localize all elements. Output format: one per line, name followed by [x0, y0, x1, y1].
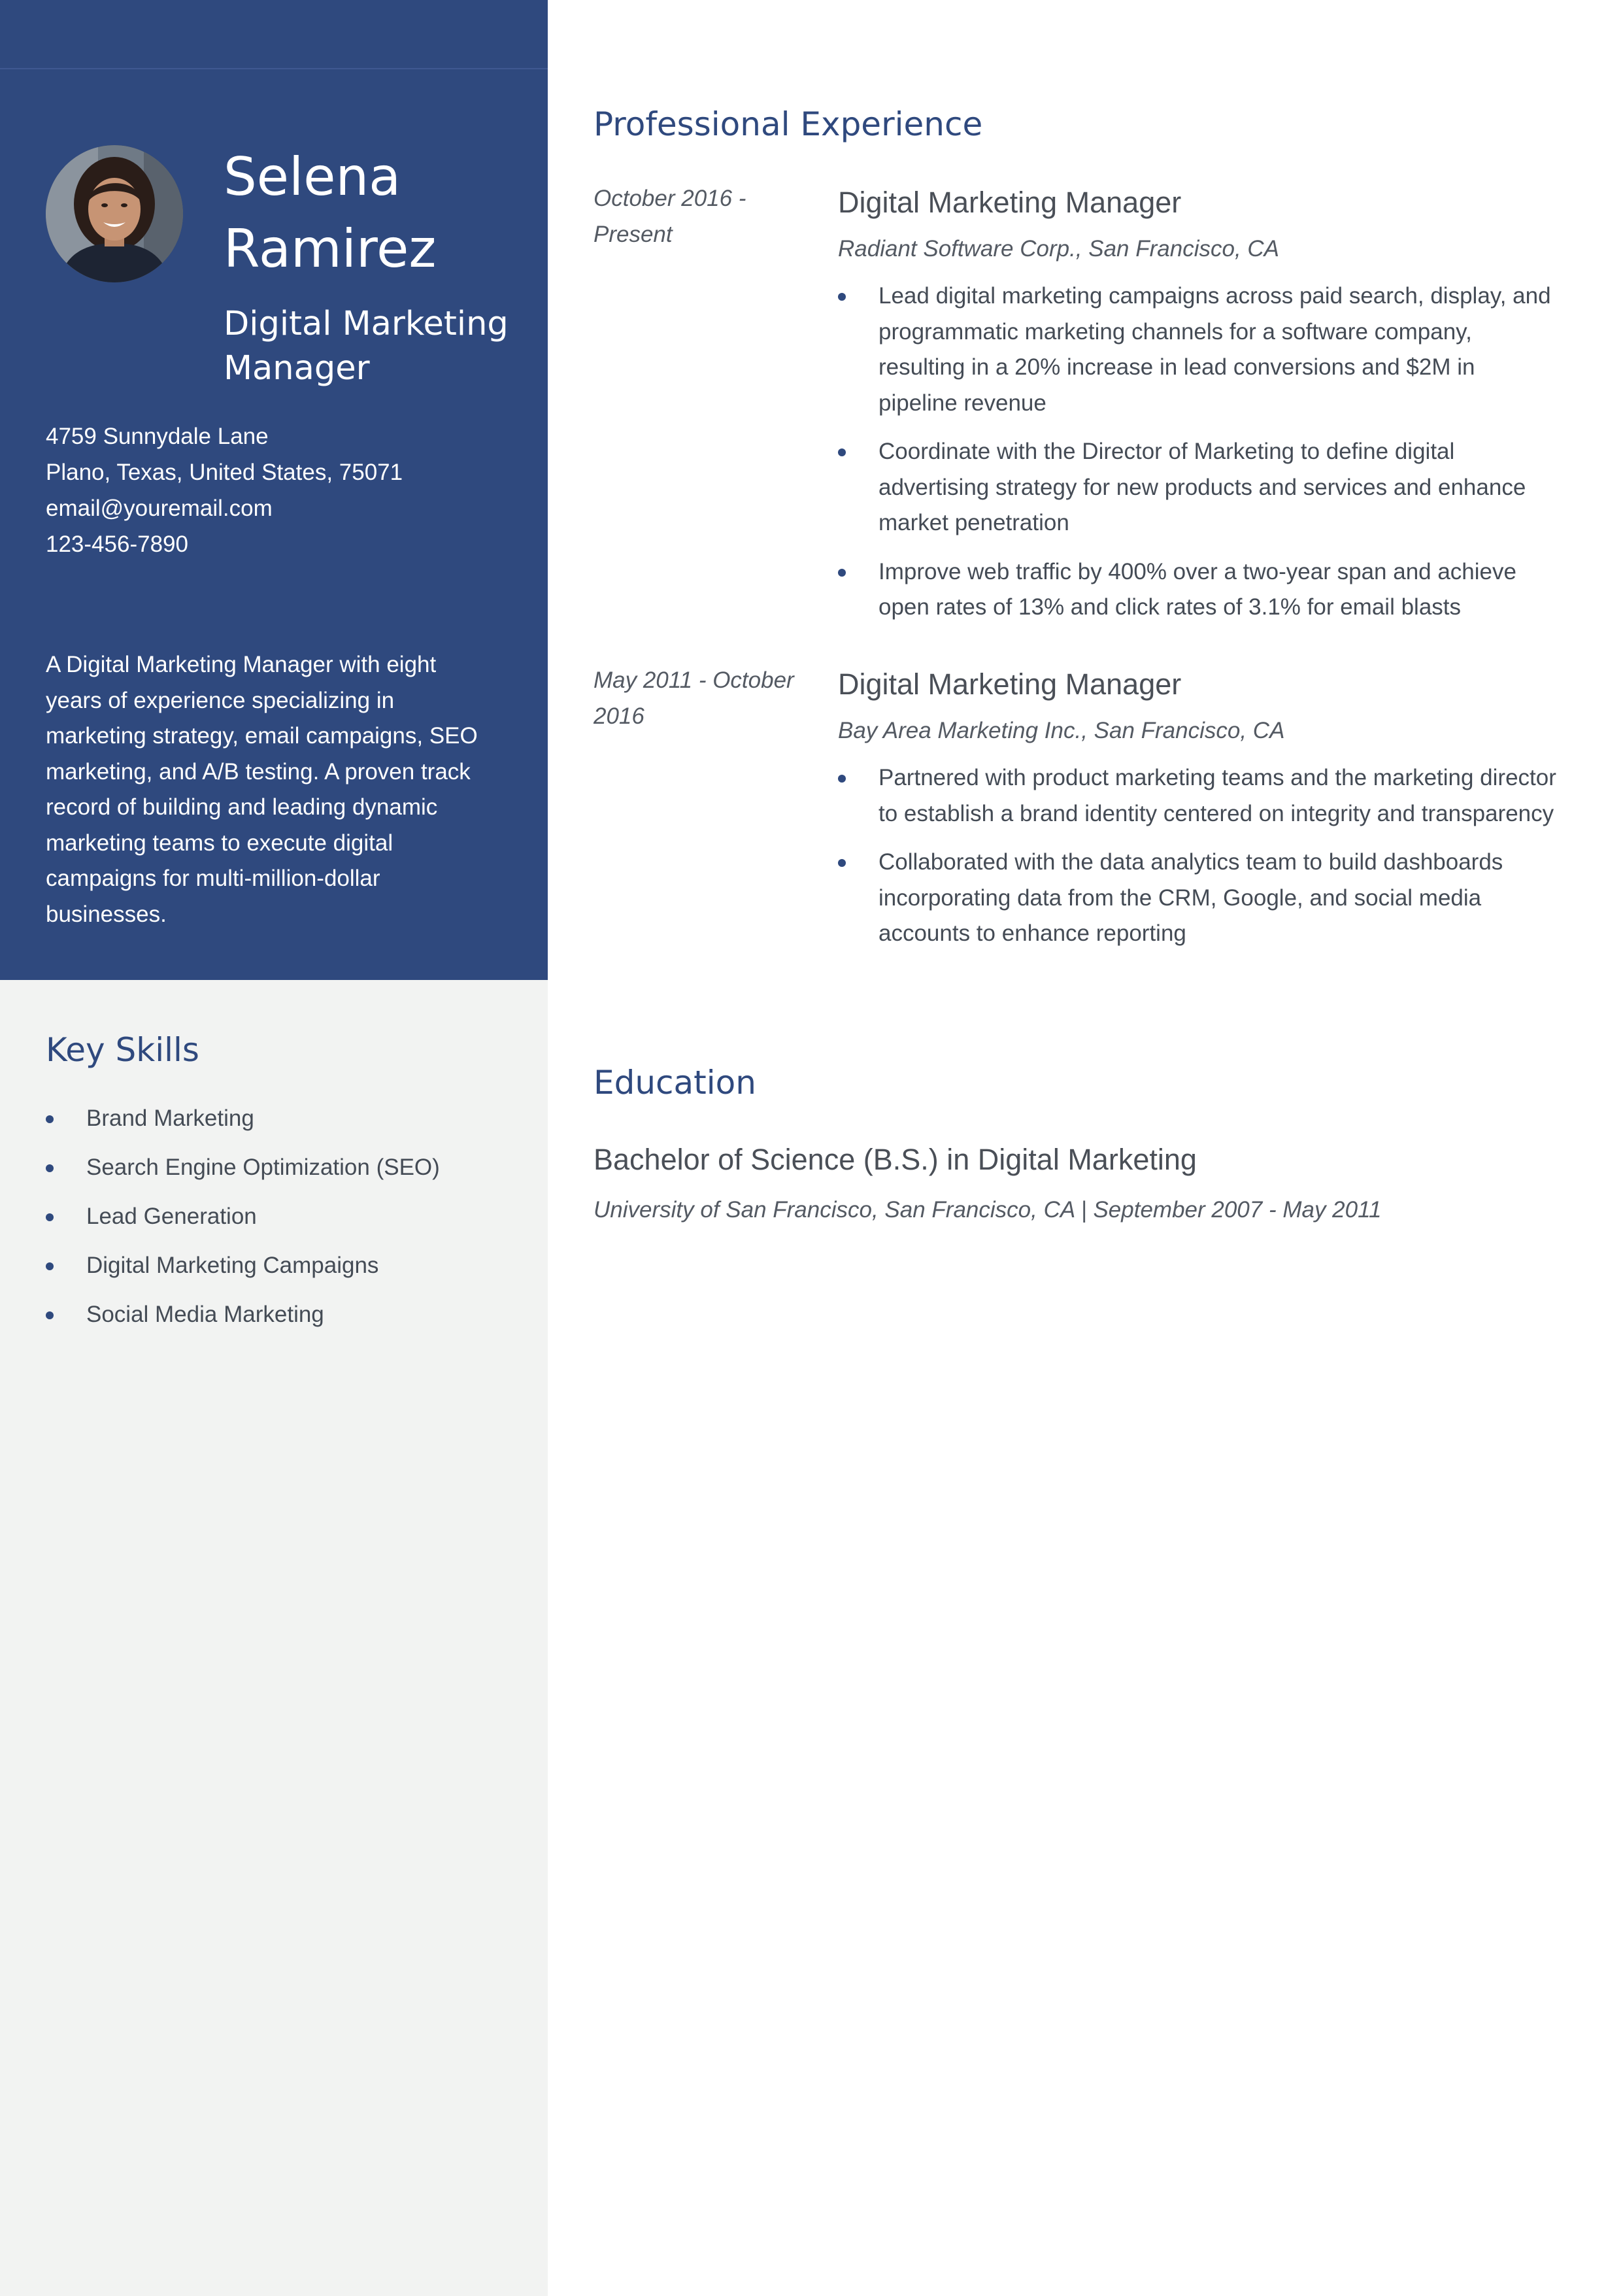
- bullet-icon: [46, 1115, 54, 1123]
- job-bullet-text: Coordinate with the Director of Marketing to define digital advertising strategy for new products and services and enhance market penetration: [878, 439, 1526, 535]
- job-bullets: [838, 279, 1557, 639]
- job-bullet-text: Partnered with product marketing teams and the marketing director to establish a brand identity centered on integrity and transparency: [878, 765, 1556, 826]
- skill-item: [46, 1200, 529, 1249]
- skill-item: [46, 1151, 529, 1200]
- experience-heading: Professional Experience: [594, 105, 983, 143]
- bullet-icon: [46, 1262, 54, 1270]
- email[interactable]: email@youremail.com: [46, 496, 273, 521]
- job-bullet: [838, 760, 1557, 832]
- bullet-icon: [838, 775, 846, 783]
- job-date: May 2011 - October 2016: [594, 667, 794, 729]
- skill-item: [46, 1249, 529, 1298]
- bullet-icon: [838, 293, 846, 301]
- job-bullet: [838, 279, 1557, 421]
- profile-panel: [0, 0, 548, 980]
- job-title: Digital Marketing Manager: [838, 186, 1182, 219]
- divider: [0, 68, 548, 69]
- job-bullet: [838, 554, 1557, 626]
- job-title: Digital Marketing Manager: [838, 667, 1182, 701]
- avatar: [46, 145, 183, 282]
- address-line-2: Plano, Texas, United States, 75071: [46, 460, 403, 485]
- job-bullet: [838, 434, 1557, 541]
- first-name: Selena: [224, 146, 401, 207]
- job-bullet-text: Improve web traffic by 400% over a two-year span and achieve open rates of 13% and click rates of 3.1% for email blasts: [878, 558, 1516, 620]
- job-bullet-text: Lead digital marketing campaigns across paid search, display, and programmatic marketing channels for a software company, resulting in a 20% increase in lead conversions and $2M in pipeline revenue: [878, 283, 1551, 416]
- skill-label: Search Engine Optimization (SEO): [86, 1155, 440, 1180]
- skill-label: Lead Generation: [86, 1204, 257, 1229]
- bullet-icon: [46, 1213, 54, 1221]
- bullet-icon: [838, 569, 846, 577]
- skills-heading: Key Skills: [46, 1031, 199, 1069]
- phone: 123-456-7890: [46, 532, 188, 557]
- bullet-icon: [46, 1311, 54, 1319]
- sidebar: [0, 0, 548, 2296]
- bullet-icon: [838, 448, 846, 456]
- education-heading: Education: [594, 1064, 756, 1102]
- last-name: Ramirez: [224, 218, 437, 279]
- job-title-headline: Digital Marketing Manager: [224, 305, 509, 388]
- skill-label: Social Media Marketing: [86, 1302, 324, 1327]
- job-bullet-text: Collaborated with the data analytics team to build dashboards incorporating data from the CRM, Google, and social media accounts to enhance reporting: [878, 849, 1503, 946]
- address-line-1: 4759 Sunnydale Lane: [46, 424, 269, 449]
- skill-label: Digital Marketing Campaigns: [86, 1253, 379, 1278]
- job-date: October 2016 - Present: [594, 186, 746, 247]
- job-bullets: [838, 760, 1557, 965]
- skill-item: [46, 1102, 529, 1151]
- job-bullet: [838, 845, 1557, 952]
- candidate-name: [224, 141, 524, 285]
- contact-info: [46, 418, 529, 562]
- job-company: Bay Area Marketing Inc., San Francisco, CA: [838, 718, 1285, 743]
- skill-label: Brand Marketing: [86, 1106, 254, 1131]
- bullet-icon: [46, 1164, 54, 1172]
- profile-summary: A Digital Marketing Manager with eight years of experience specializing in marketing strategy, email campaigns, SEO marketing, and A/B testing. A proven track record of building and leading dynamic marketing teams to execute digital campaigns for multi-million-dollar businesses.: [46, 652, 478, 927]
- skills-list: [46, 1102, 529, 1347]
- bullet-icon: [838, 859, 846, 867]
- job-company: Radiant Software Corp., San Francisco, CA: [838, 236, 1280, 262]
- degree: Bachelor of Science (B.S.) in Digital Marketing: [594, 1143, 1197, 1176]
- school: University of San Francisco, San Francisco, CA | September 2007 - May 2011: [594, 1197, 1382, 1223]
- skill-item: [46, 1298, 529, 1347]
